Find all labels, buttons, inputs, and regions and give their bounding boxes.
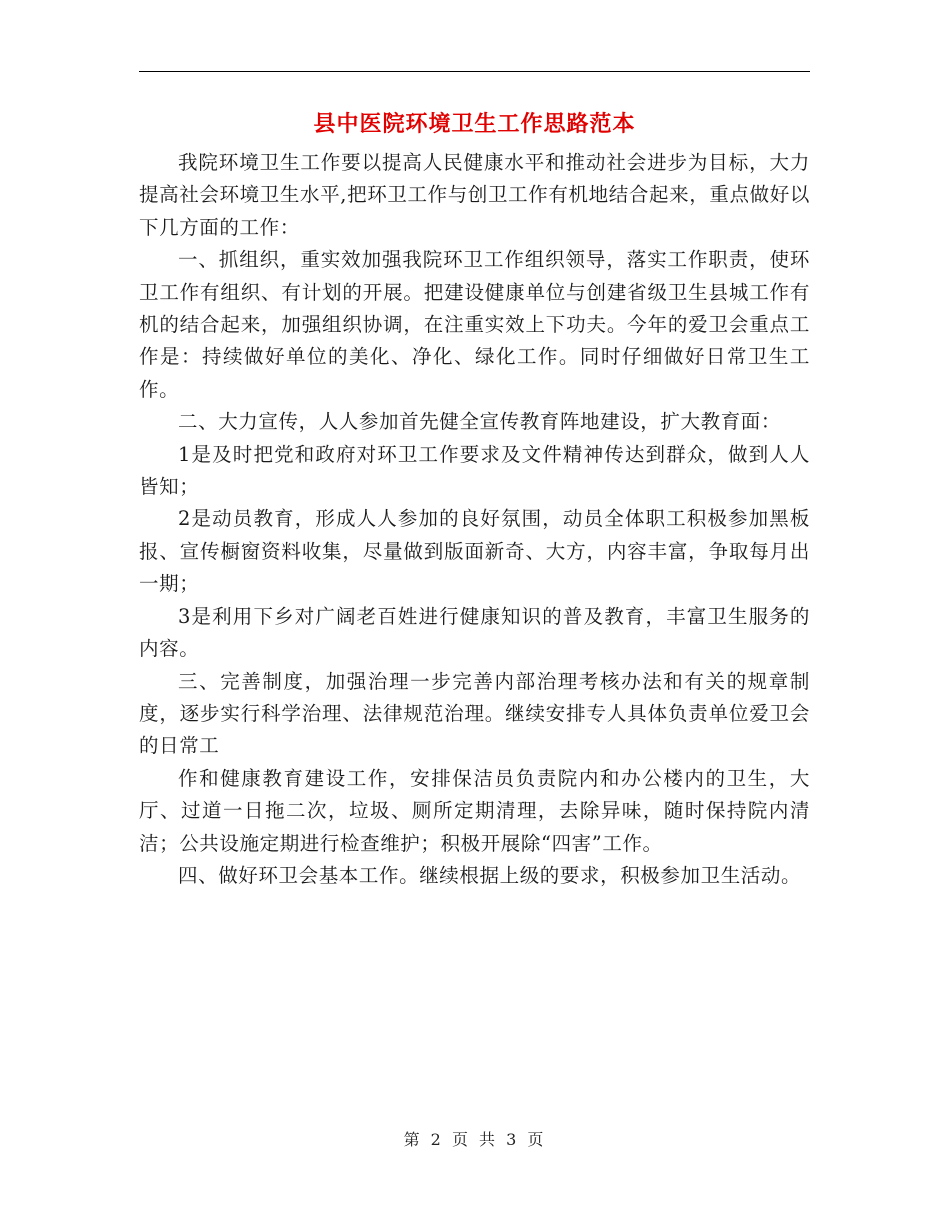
paragraph-section-3: 三、完善制度，加强治理一步完善内部治理考核办法和有关的规章制度，逐步实行科学治理、法律规范治理。继续安排专人具体负责单位爱卫会的日常工 bbox=[139, 669, 810, 758]
paragraph-section-1: 一、抓组织，重实效加强我院环卫工作组织领导，落实工作职责，使环卫工作有组织、有计划的开展。把建设健康单位与创建省级卫生县城工作有机的结合起来，加强组织协调，在注重实效上下功夫。今年的爱卫会重点工作是：持续做好单位的美化、净化、绿化工作。同时仔细做好日常卫生工作。 bbox=[139, 248, 810, 401]
header-rule bbox=[139, 71, 810, 72]
paragraph-item-1: 1是及时把党和政府对环卫工作要求及文件精神传达到群众，做到人人皆知； bbox=[139, 442, 810, 499]
paragraph-intro: 我院环境卫生工作要以提高人民健康水平和推动社会进步为目标，大力提高社会环境卫生水平,把环卫工作与创卫工作有机地结合起来，重点做好以下几方面的工作： bbox=[139, 151, 810, 239]
paragraph-section-2: 二、大力宣传，人人参加首先健全宣传教育阵地建设，扩大教育面： bbox=[178, 410, 782, 434]
page-number: 第 2 页 共 3 页 bbox=[403, 1130, 547, 1149]
paragraph-section-4: 四、做好环卫会基本工作。继续根据上级的要求，积极参加卫生活动。 bbox=[178, 863, 802, 887]
document-title: 县中医院环境卫生工作思路范本 bbox=[313, 112, 636, 137]
document-body bbox=[139, 147, 810, 892]
paragraph-item-2: 2是动员教育，形成人人参加的良好氛围，动员全体职工积极参加黑板报、宣传橱窗资料收集，尽量做到版面新奇、大方，内容丰富，争取每月出一期； bbox=[139, 507, 810, 596]
paragraph-item-3: 3是利用下乡对广阔老百姓进行健康知识的普及教育，丰富卫生服务的内容。 bbox=[139, 604, 810, 661]
paragraph-section-3-continued: 作和健康教育建设工作，安排保洁员负责院内和办公楼内的卫生，大厅、过道一日拖二次，垃圾、厕所定期清理，去除异味，随时保持院内清洁；公共设施定期进行检查维护；积极开展除“四害”工作。 bbox=[139, 766, 810, 855]
